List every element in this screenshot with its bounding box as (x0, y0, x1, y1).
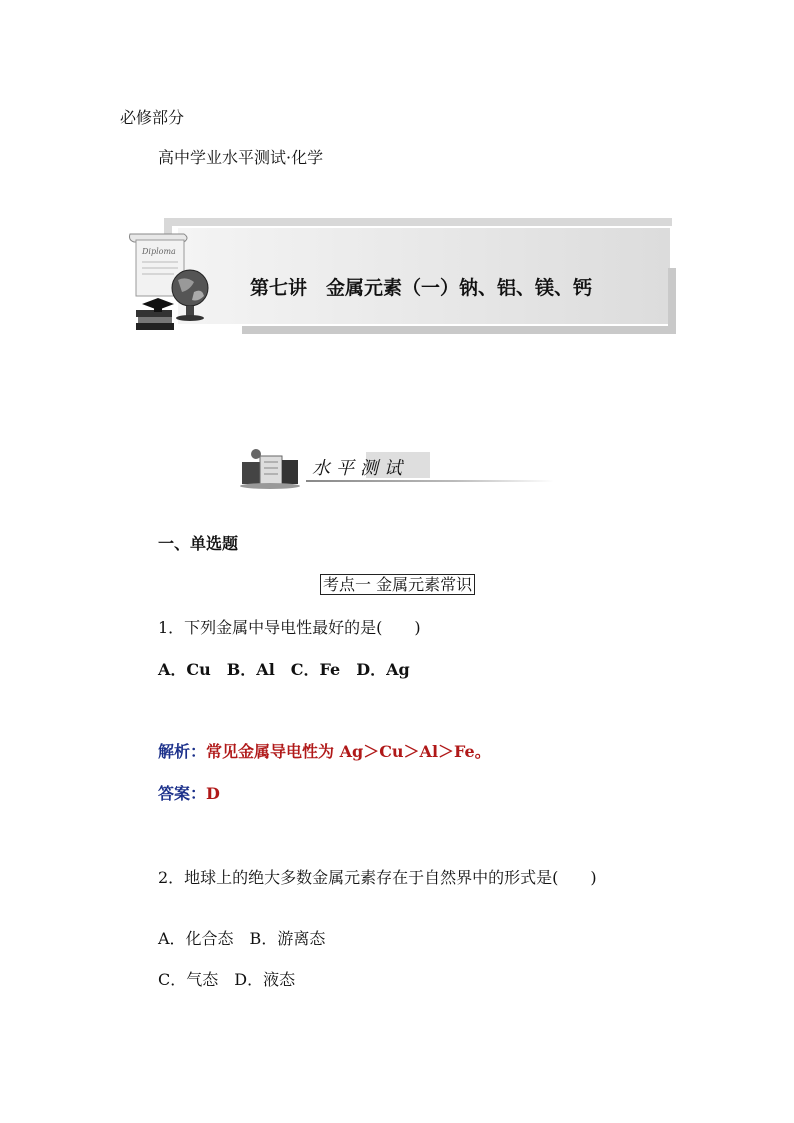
diploma-globe-illustration (124, 230, 220, 334)
question-1-options: A．Cu B．Al C．Fe D．Ag (158, 660, 410, 679)
books-icon (236, 446, 306, 490)
scroll-text: Diploma (142, 247, 176, 256)
analysis-label: 解析： (158, 742, 207, 761)
book-subtitle: 高中学业水平测试·化学 (158, 148, 324, 167)
chapter-title: 第七讲 金属元素（一）钠、铝、镁、钙 (250, 277, 593, 299)
chapter-banner (122, 212, 678, 336)
question-2-stem: 2．地球上的绝大多数金属元素存在于自然界中的形式是( ) (158, 868, 597, 887)
section-heading: 一、单选题 (158, 534, 239, 553)
section-label: 必修部分 (120, 108, 185, 127)
question-1-answer (158, 784, 220, 804)
badge-text: 水平测试 (312, 458, 408, 479)
question-2-options-row1: A．化合态 B．游离态 (158, 929, 326, 948)
answer-text: D (206, 784, 220, 803)
question-1-stem: 1．下列金属中导电性最好的是( ) (158, 618, 421, 637)
answer-label: 答案： (158, 784, 207, 803)
question-1-analysis (158, 742, 491, 762)
section-badge (236, 446, 556, 494)
analysis-text: 常见金属导电性为 Ag＞Cu＞Al＞Fe。 (206, 742, 491, 761)
question-2-options-row2: C．气态 D．液态 (158, 970, 296, 989)
topic-box: 考点一 金属元素常识 (320, 574, 475, 595)
